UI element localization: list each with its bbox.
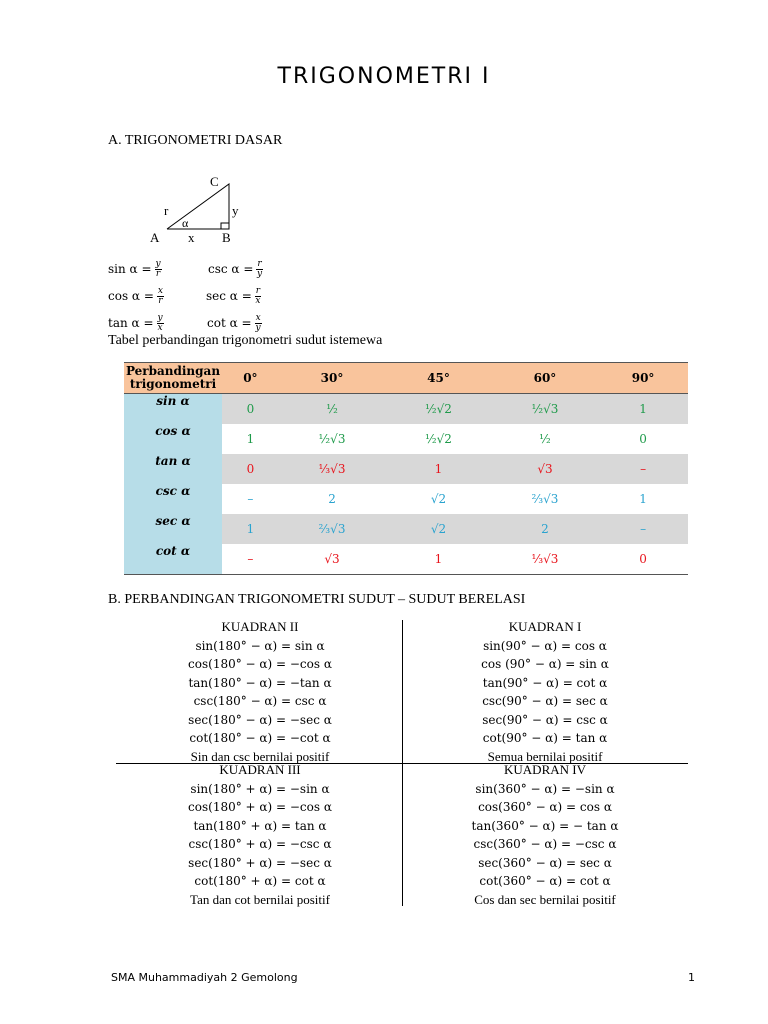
table-cell: ½√2 — [425, 432, 452, 446]
table-cell: 0 — [222, 394, 279, 425]
row-label-sec: sec α — [124, 514, 222, 544]
row-label-cot: cot α — [124, 544, 222, 575]
section-a-heading: A. TRIGONOMETRI DASAR — [108, 133, 283, 148]
table-cell: ½√2 — [385, 394, 491, 425]
table-cell: ½√3 — [318, 432, 346, 446]
angle-alpha-label: α — [182, 216, 189, 230]
column-header: 45° — [385, 363, 491, 394]
formula: sec(90° − α) = csc α — [482, 712, 608, 727]
formula: sec(180° − α) = −sec α — [188, 712, 332, 727]
row-label-csc: csc α — [124, 484, 222, 514]
table-row — [124, 454, 688, 484]
side-r-label: r — [164, 203, 169, 218]
formula: cos(180° − α) = −cos α — [188, 657, 332, 671]
table-row — [124, 394, 688, 425]
formula: sec(180° + α) = −sec α — [188, 855, 332, 870]
quadrant-iii — [160, 761, 360, 909]
cos-ratio: cos α = $\frac{x}{r}$ — [108, 286, 163, 306]
row-label-cos: cos α — [124, 424, 222, 454]
quadrant-i — [445, 618, 645, 766]
table-row — [124, 544, 688, 575]
sec-ratio: sec α = $\frac{r}{x}$ — [206, 286, 261, 306]
footer-school-name: SMA Muhammadiyah 2 Gemolong — [111, 971, 298, 984]
formula: cos(360° − α) = cos α — [478, 800, 612, 814]
formula: cot(180° + α) = cot α — [194, 874, 326, 888]
tan-ratio: tan α = $\frac{y}{x}$ — [108, 313, 163, 333]
csc-ratio: csc α = $\frac{r}{y}$ — [208, 259, 263, 279]
table-cell: 2 — [492, 514, 598, 544]
side-x-label: x — [188, 230, 195, 245]
table-cell: 0 — [598, 544, 688, 575]
quadrant-iv — [445, 761, 645, 909]
column-header: 60° — [492, 363, 598, 394]
quadrant-iv-heading: KUADRAN IV — [504, 762, 586, 777]
formula: cot(360° − α) = cot α — [479, 874, 611, 888]
formula: cos(180° + α) = −cos α — [188, 800, 332, 814]
formula: tan(90° − α) = cot α — [482, 675, 608, 690]
sin-ratio: sin α = $\frac{y}{r}$ — [108, 259, 161, 279]
table-corner-header: Perbandingan trigonometri — [124, 363, 222, 394]
formula: cot(90° − α) = tan α — [482, 731, 608, 745]
table-cell: 2 — [328, 492, 336, 506]
row-label-sin: sin α — [124, 394, 222, 425]
table-caption: Tabel perbandingan trigonometri sudut istemewa — [108, 333, 383, 348]
page-number: 1 — [688, 971, 695, 984]
table-row — [124, 424, 688, 454]
quadrant-i-note: Semua bernilai positif — [487, 748, 603, 764]
table-header-row — [124, 363, 688, 394]
table-cell: ⅔√3 — [531, 492, 559, 506]
formula: csc(180° − α) = csc α — [193, 694, 327, 708]
table-cell: ½√3 — [492, 394, 598, 425]
vertex-c-label: C — [210, 174, 219, 189]
section-b-heading: B. PERBANDINGAN TRIGONOMETRI SUDUT – SUDUT BERELASI — [108, 592, 526, 607]
table-cell: ⅓√3 — [279, 454, 385, 484]
side-y-label: y — [232, 203, 239, 218]
quadrant-ii-note: Sin dan csc bernilai positif — [190, 748, 330, 764]
table-cell: 1 — [385, 454, 491, 484]
table-cell: 0 — [639, 432, 647, 446]
vertex-a-label: A — [150, 230, 160, 245]
formula: csc(360° − α) = −csc α — [473, 837, 617, 851]
table-cell: ⅓√3 — [492, 544, 598, 575]
formula: cos (90° − α) = sin α — [481, 657, 609, 671]
quadrant-ii-heading: KUADRAN II — [221, 619, 299, 634]
row-label-tan: tan α — [124, 454, 222, 484]
column-header: 30° — [279, 363, 385, 394]
column-header: 0° — [222, 363, 279, 394]
table-row — [124, 514, 688, 544]
formula: cot(180° − α) = −cot α — [189, 731, 331, 745]
table-cell: √3 — [279, 544, 385, 575]
formula: csc(180° + α) = −csc α — [188, 837, 332, 851]
table-cell: 0 — [222, 454, 279, 484]
right-triangle-diagram — [140, 172, 250, 248]
formula: csc(90° − α) = sec α — [482, 694, 608, 708]
quadrant-ii — [160, 618, 360, 766]
formula: sin(360° − α) = −sin α — [475, 781, 615, 796]
table-cell: 1 — [639, 492, 647, 506]
page-title: TRIGONOMETRI I — [277, 64, 491, 89]
quadrant-i-heading: KUADRAN I — [508, 619, 582, 634]
formula: tan(180° + α) = tan α — [193, 818, 327, 833]
quadrant-iii-note: Tan dan cot bernilai positif — [190, 891, 330, 907]
table-cell: √2 — [385, 514, 491, 544]
table-cell: ½ — [539, 432, 551, 446]
special-angles-table — [124, 362, 688, 575]
table-cell: 1 — [385, 544, 491, 575]
table-cell: ⅔√3 — [279, 514, 385, 544]
table-row — [124, 484, 688, 514]
table-cell: ½ — [279, 394, 385, 425]
table-cell: – — [247, 492, 254, 506]
formula: sec(360° − α) = sec α — [478, 855, 612, 870]
table-cell: – — [598, 514, 688, 544]
formula: tan(180° − α) = −tan α — [188, 675, 332, 690]
formula: sin(180° + α) = −sin α — [190, 781, 330, 796]
quadrant-iii-heading: KUADRAN III — [219, 762, 301, 777]
quadrant-iv-note: Cos dan sec bernilai positif — [474, 891, 616, 907]
formula: sin(90° − α) = cos α — [483, 638, 607, 653]
formula: tan(360° − α) = − tan α — [471, 818, 619, 833]
table-cell: – — [222, 544, 279, 575]
cot-ratio: cot α = $\frac{x}{y}$ — [207, 313, 261, 333]
formula: sin(180° − α) = sin α — [195, 638, 325, 653]
table-cell: – — [598, 454, 688, 484]
table-cell: √3 — [492, 454, 598, 484]
table-cell: √2 — [430, 492, 447, 506]
table-cell: 1 — [222, 514, 279, 544]
table-cell: 1 — [598, 394, 688, 425]
table-cell: 1 — [246, 432, 255, 446]
column-header: 90° — [598, 363, 688, 394]
vertex-b-label: B — [222, 230, 231, 245]
